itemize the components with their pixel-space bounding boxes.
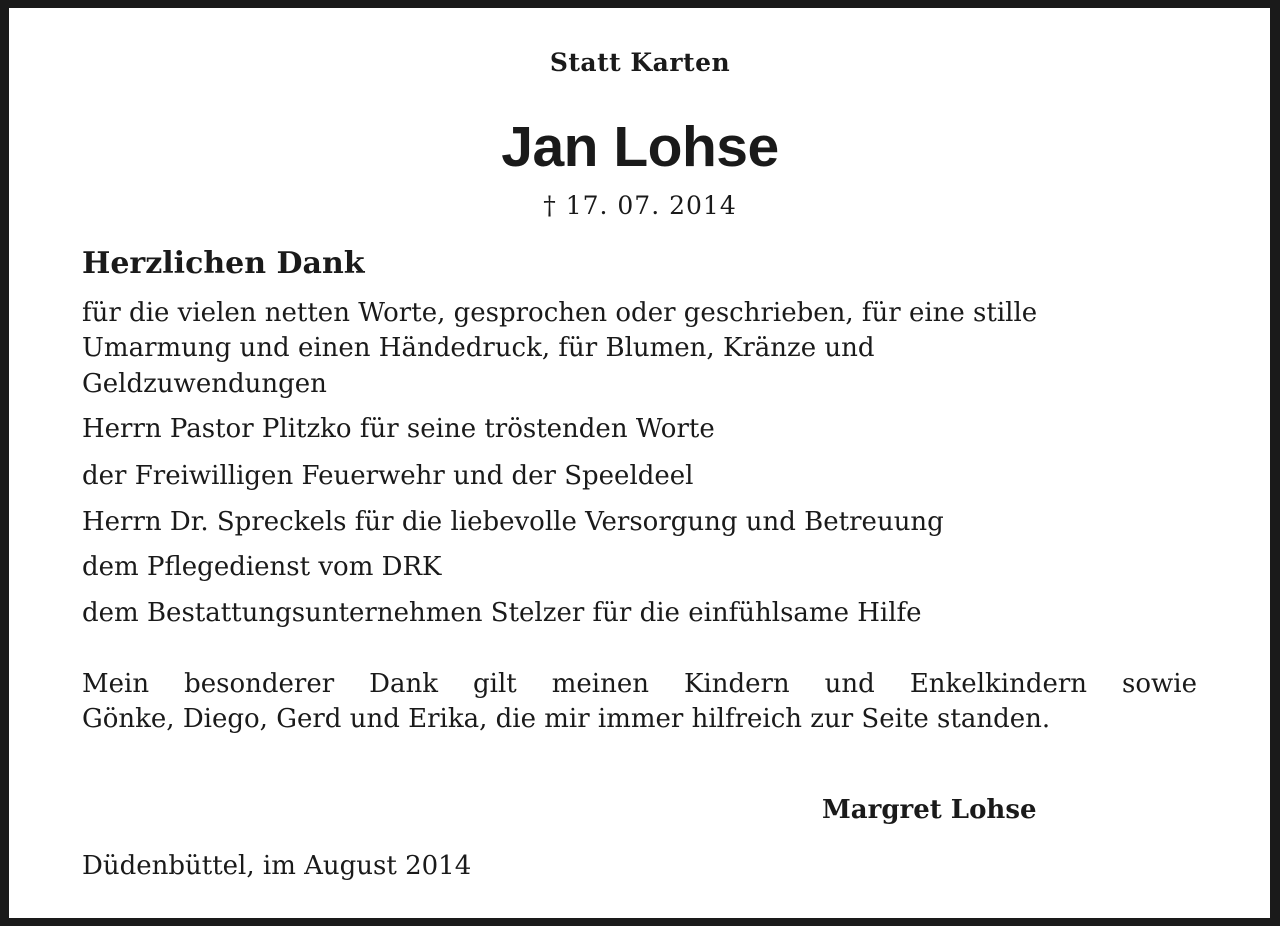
death-date: † 17. 07. 2014 (543, 191, 737, 220)
thanks-paragraph-line: Geldzuwendungen (82, 369, 327, 399)
place-and-date: Düdenbüttel, im August 2014 (82, 851, 472, 881)
thanks-item: dem Pflegedienst vom DRK (82, 552, 442, 582)
thanks-item: Herrn Dr. Spreckels für die liebevolle Versorgung und Betreuung (82, 507, 944, 537)
thanks-item: dem Bestattungsunternehmen Stelzer für die einfühlsame Hilfe (82, 598, 922, 628)
signature: Margret Lohse (822, 795, 1037, 825)
thanks-heading: Herzlichen Dank (82, 246, 365, 281)
special-thanks-paragraph (82, 667, 1197, 737)
deceased-name: Jan Lohse (501, 115, 779, 179)
thanks-item: Herrn Pastor Plitzko für seine tröstenden Worte (82, 414, 715, 444)
thanks-paragraph-line: für die vielen netten Worte, gesprochen oder geschrieben, für eine stille (82, 298, 1038, 328)
special-thanks-line: Gönke, Diego, Gerd und Erika, die mir immer hilfreich zur Seite standen. (82, 704, 1051, 734)
special-thanks-line: Mein besonderer Dank gilt meinen Kindern und Enkelkindern sowie (82, 669, 1197, 699)
thanks-item: der Freiwilligen Feuerwehr und der Speeldeel (82, 461, 694, 491)
thanks-paragraph-line: Umarmung und einen Händedruck, für Blumen, Kränze und (82, 333, 875, 363)
preheader: Statt Karten (549, 48, 731, 77)
